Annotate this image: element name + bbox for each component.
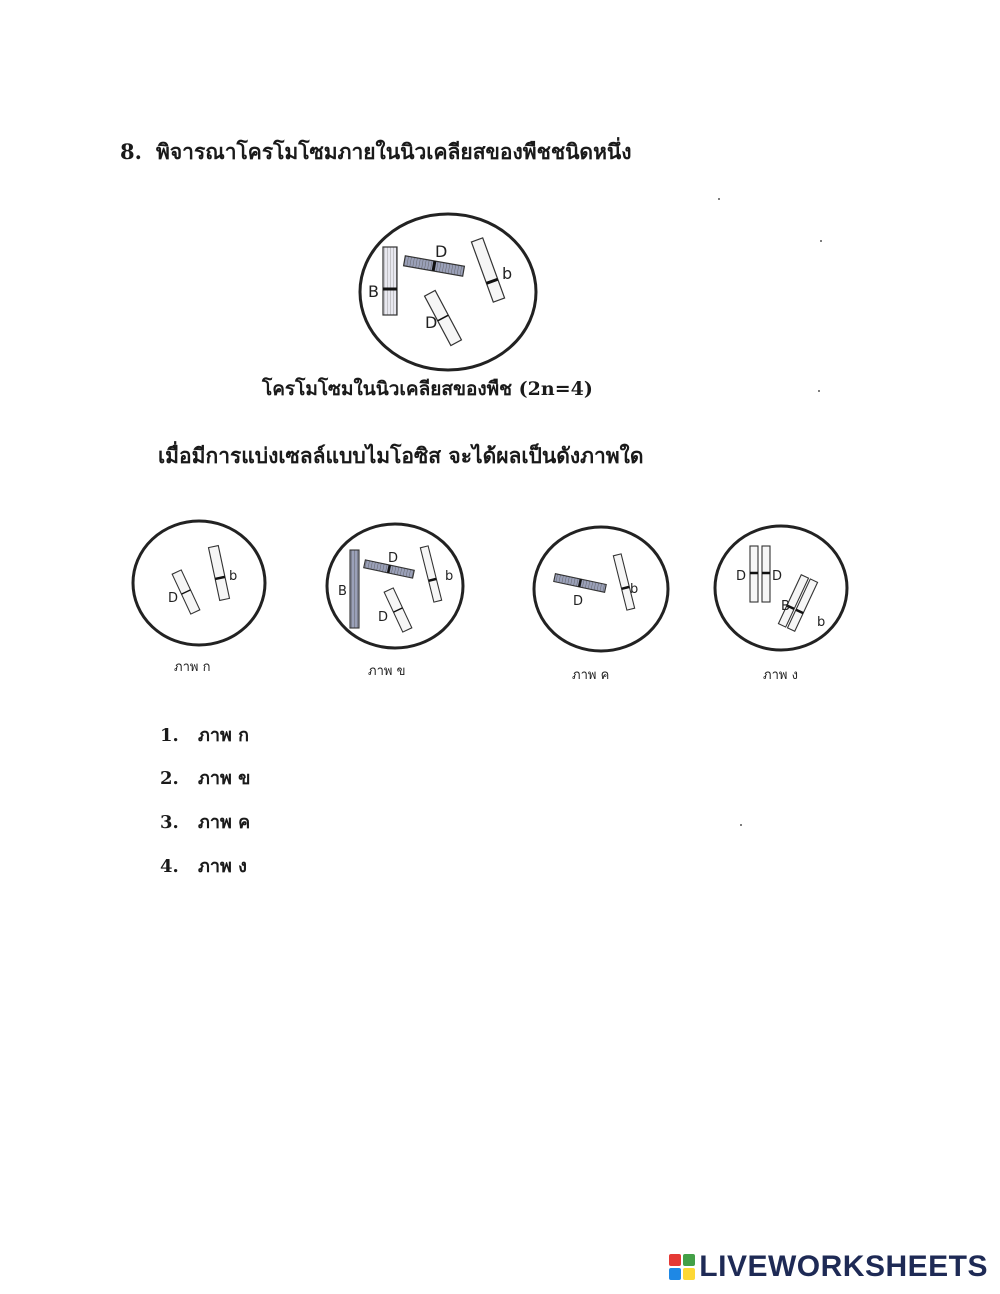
figure-caption: โครโมโซมในนิวเคลียสของพืช (2n=4) <box>262 378 593 400</box>
choice-1-text: ภาพ ก <box>198 725 250 746</box>
opt-c-gene-b: b <box>630 582 639 597</box>
choice-3-text: ภาพ ค <box>198 812 251 833</box>
opt-d-gene-B: B <box>781 599 790 614</box>
choice-1-number: 1. <box>160 725 179 746</box>
logo-square-3 <box>669 1268 681 1280</box>
choice-2-text: ภาพ ข <box>198 768 251 789</box>
logo-square-2 <box>683 1254 695 1266</box>
scan-speck <box>740 824 742 826</box>
question-number: 8. <box>120 139 142 164</box>
main-nucleus <box>360 214 536 370</box>
option-b-label: ภาพ ข <box>368 664 406 679</box>
option-d-label: ภาพ ง <box>763 668 798 683</box>
liveworksheets-logo-icon <box>669 1254 695 1280</box>
opt-a-gene-D: D <box>168 591 179 606</box>
choice-4-text: ภาพ ง <box>198 856 247 877</box>
option-c-label: ภาพ ค <box>572 668 610 683</box>
scan-speck <box>718 198 720 200</box>
question-prompt: เมื่อมีการแบ่งเซลล์แบบไมโอซิส จะได้ผลเป็นดังภาพใด <box>158 443 644 468</box>
opt-d-gene-D-right: D <box>772 569 783 584</box>
scan-speck <box>818 390 820 392</box>
choice-2-number: 2. <box>160 768 179 789</box>
main-label-b: b <box>502 264 513 283</box>
option-d-cell <box>715 526 847 650</box>
choice-4[interactable] <box>160 851 247 880</box>
main-label-D-top: D <box>435 242 448 261</box>
logo-square-4 <box>683 1268 695 1280</box>
choice-3-number: 3. <box>160 812 179 833</box>
opt-d-gene-D-left: D <box>736 569 747 584</box>
brand-text: LIVEWORKSHEETS <box>699 1250 988 1283</box>
choice-3[interactable] <box>160 807 250 836</box>
option-a-cell <box>133 521 265 645</box>
choice-2[interactable] <box>160 763 250 792</box>
opt-b-gene-B: B <box>338 584 347 599</box>
opt-d-gene-b: b <box>817 615 826 630</box>
opt-c-gene-D: D <box>573 594 584 609</box>
liveworksheets-brand[interactable] <box>669 1250 988 1284</box>
main-label-B: B <box>368 282 379 301</box>
opt-a-gene-b: b <box>229 569 238 584</box>
opt-b-gene-D-top: D <box>388 551 399 566</box>
option-a-label: ภาพ ก <box>174 660 211 675</box>
main-label-D-bottom: D <box>425 313 438 332</box>
scan-speck <box>820 240 822 242</box>
question-text: พิจารณาโครโมโซมภายในนิวเคลียสของพืชชนิดหนึ่ง <box>156 139 632 164</box>
opt-b-gene-D-bottom: D <box>378 610 389 625</box>
choice-1[interactable] <box>160 720 249 749</box>
opt-b-gene-b: b <box>445 569 454 584</box>
choice-4-number: 4. <box>160 856 179 877</box>
logo-square-1 <box>669 1254 681 1266</box>
option-c-cell <box>534 527 668 651</box>
option-b-cell <box>327 524 463 648</box>
